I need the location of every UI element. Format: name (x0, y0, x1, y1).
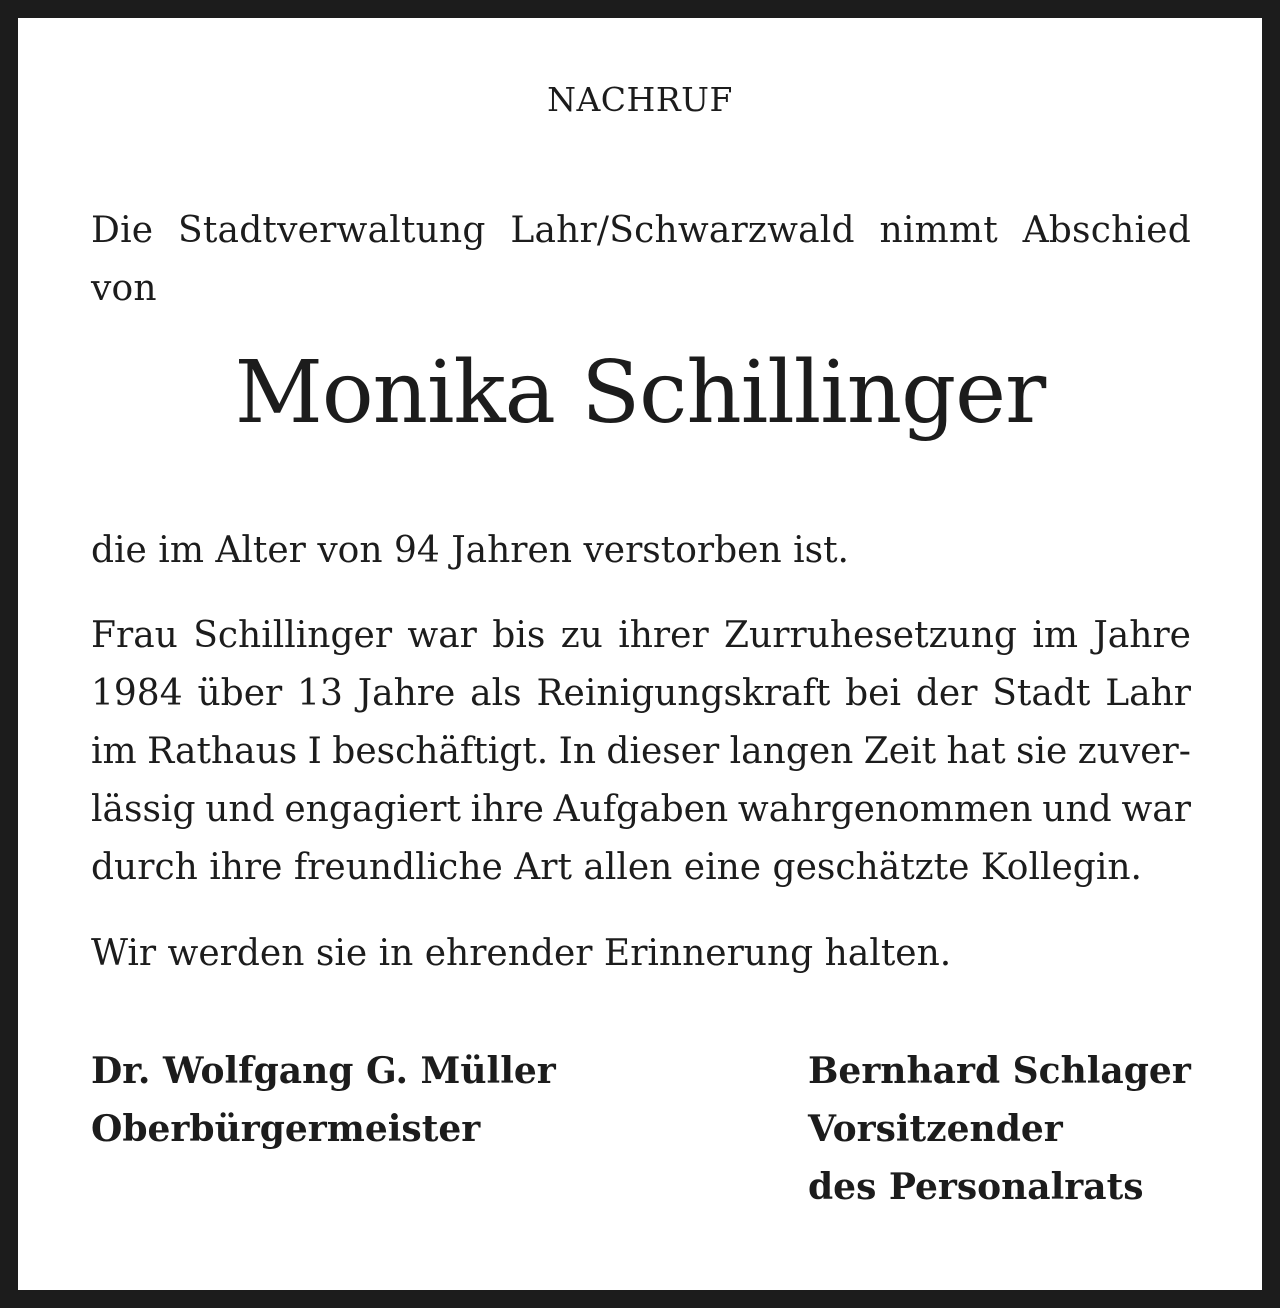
biography-line (91, 723, 1191, 781)
word: über (197, 673, 283, 714)
word: lässig (91, 789, 196, 830)
word: Reinigungskraft (536, 673, 831, 714)
word: ihre (470, 789, 544, 830)
signature-staff-council (808, 1042, 1191, 1216)
word: Zurruhesetzung (724, 615, 1017, 656)
intro-text (91, 202, 1191, 318)
word: war (1121, 789, 1191, 830)
age-statement: die im Alter von 94 Jahren verstorben ist. (91, 530, 850, 571)
word: Frau (91, 615, 178, 656)
word: sie (1016, 731, 1068, 772)
word: hat (946, 731, 1006, 772)
word: Stadt (992, 673, 1091, 714)
word: zu (560, 615, 603, 656)
deceased-name: Monika Schillinger (234, 343, 1046, 443)
word: dieser (606, 731, 720, 772)
signatory-name: Bernhard Schlager (808, 1050, 1191, 1092)
word: Zeit (863, 731, 937, 772)
word: im (91, 731, 137, 772)
intro-word: nimmt (879, 210, 998, 251)
word: beschäftigt. (332, 731, 549, 772)
intro-line-1 (91, 202, 1191, 260)
word: wahrgenommen (737, 789, 1033, 830)
word: Lahr (1105, 673, 1191, 714)
word: bis (492, 615, 546, 656)
word: 13 (297, 673, 343, 714)
word: als (470, 673, 522, 714)
biography-line (91, 781, 1191, 839)
word: und (205, 789, 275, 830)
signatory-title: des Personalrats (808, 1166, 1144, 1208)
word: und (1042, 789, 1112, 830)
word: bei (845, 673, 902, 714)
intro-word: Lahr/Schwarzwald (510, 210, 855, 251)
biography-line (91, 607, 1191, 665)
intro-word: Stadtverwaltung (178, 210, 486, 251)
closing-statement: Wir werden sie in ehrender Erinnerung halten. (91, 933, 952, 974)
intro-word: Die (91, 210, 154, 251)
word: langen (729, 731, 854, 772)
word: zuver- (1077, 731, 1191, 772)
intro-word: Abschied (1022, 210, 1191, 251)
biography-line: durch ihre freundliche Art allen eine geschätzte Kollegin. (91, 847, 1142, 888)
word: In (558, 731, 596, 772)
word: engagiert (284, 789, 461, 830)
word: Jahre (1093, 615, 1191, 656)
notice-heading: NACHRUF (547, 80, 733, 119)
signatory-name: Dr. Wolfgang G. Müller (91, 1050, 556, 1092)
word: Jahre (357, 673, 456, 714)
word: Aufgaben (553, 789, 729, 830)
word: 1984 (91, 673, 183, 714)
signatory-title: Vorsitzender (808, 1108, 1063, 1150)
word: der (915, 673, 978, 714)
word: Schillinger (193, 615, 393, 656)
biography-paragraph (91, 607, 1191, 897)
word: ihrer (618, 615, 709, 656)
word: Rathaus (147, 731, 298, 772)
word: im (1032, 615, 1078, 656)
biography-line (91, 665, 1191, 723)
signatory-title: Oberbürgermeister (91, 1108, 481, 1150)
intro-line-2: von (91, 268, 157, 309)
word: war (407, 615, 477, 656)
word: I (307, 731, 322, 772)
signature-mayor (91, 1042, 556, 1158)
